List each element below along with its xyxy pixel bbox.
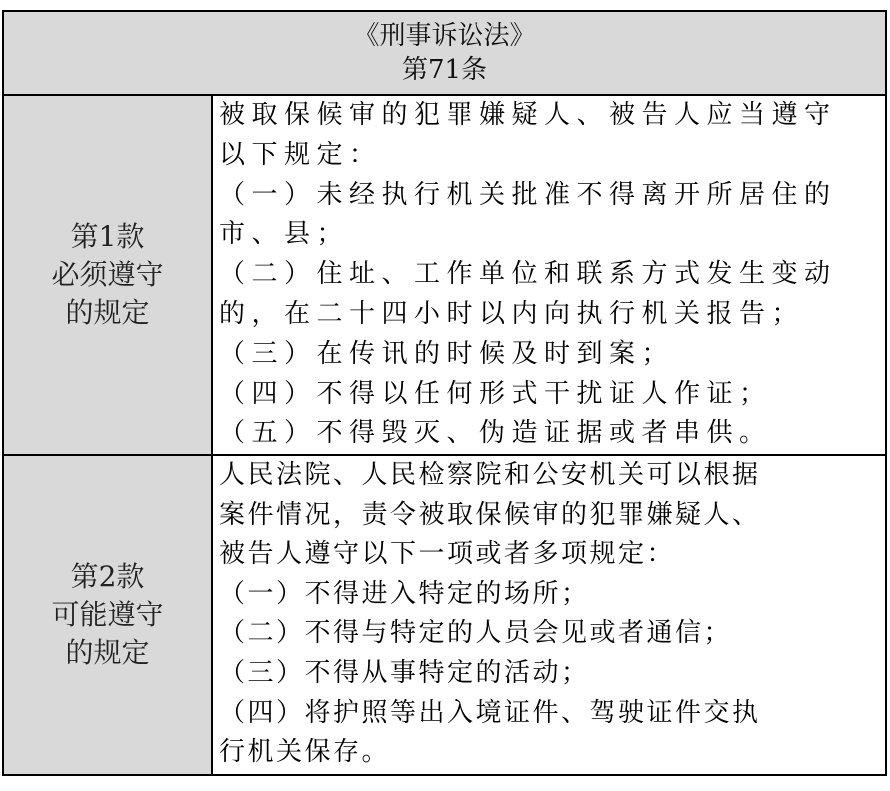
text-line: 的，在二十四小时以内向执行机关报告； (219, 298, 805, 329)
text-line: 被取保候审的犯罪嫌疑人、被告人应当遵守 (219, 100, 837, 130)
table-row-clause-1 (4, 96, 885, 456)
text-line: 案件情况，责令被取保候审的犯罪嫌疑人、 (219, 499, 761, 530)
text-line: （四）不得以任何形式干扰证人作证； (219, 378, 772, 409)
article-number: 第71条 (401, 55, 488, 85)
clause-text (213, 456, 885, 774)
clause-label-line: 可能遵守 (51, 598, 164, 631)
text-line: （一）不得进入特定的场所； (219, 578, 590, 609)
table-header (4, 12, 885, 96)
clause-number: 第2款 (70, 560, 145, 593)
text-line: （四）将护照等出入境证件、驾驶证件交执 (219, 697, 761, 728)
clause-label-line: 必须遵守 (51, 258, 164, 291)
table-row-clause-2 (4, 456, 885, 774)
text-line: （二）不得与特定的人员会见或者通信； (219, 618, 733, 649)
clause-label (4, 96, 213, 454)
text-line: 以下规定： (219, 139, 382, 170)
clause-label-line: 的规定 (65, 636, 150, 669)
law-table (2, 10, 887, 776)
clause-text (213, 96, 885, 454)
text-line: 市、县； (219, 219, 350, 250)
clause-label (4, 456, 213, 774)
clause-label-line: 的规定 (65, 296, 150, 329)
text-line: 被告人遵守以下一项或者多项规定： (219, 539, 676, 570)
text-line: 行机关保存。 (219, 737, 391, 768)
text-line: 人民法院、人民检察院和公安机关可以根据 (219, 460, 761, 490)
text-line: （五）不得毁灭、伪造证据或者串供。 (219, 418, 772, 449)
text-line: （三）不得从事特定的活动； (219, 657, 590, 688)
text-line: （二）住址、工作单位和联系方式发生变动 (219, 259, 837, 290)
clause-number: 第1款 (70, 220, 145, 253)
text-line: （三）在传讯的时候及时到案； (219, 338, 675, 369)
text-line: （一）未经执行机关批准不得离开所居住的 (219, 179, 837, 210)
law-title: 《刑事诉讼法》 (353, 21, 536, 51)
